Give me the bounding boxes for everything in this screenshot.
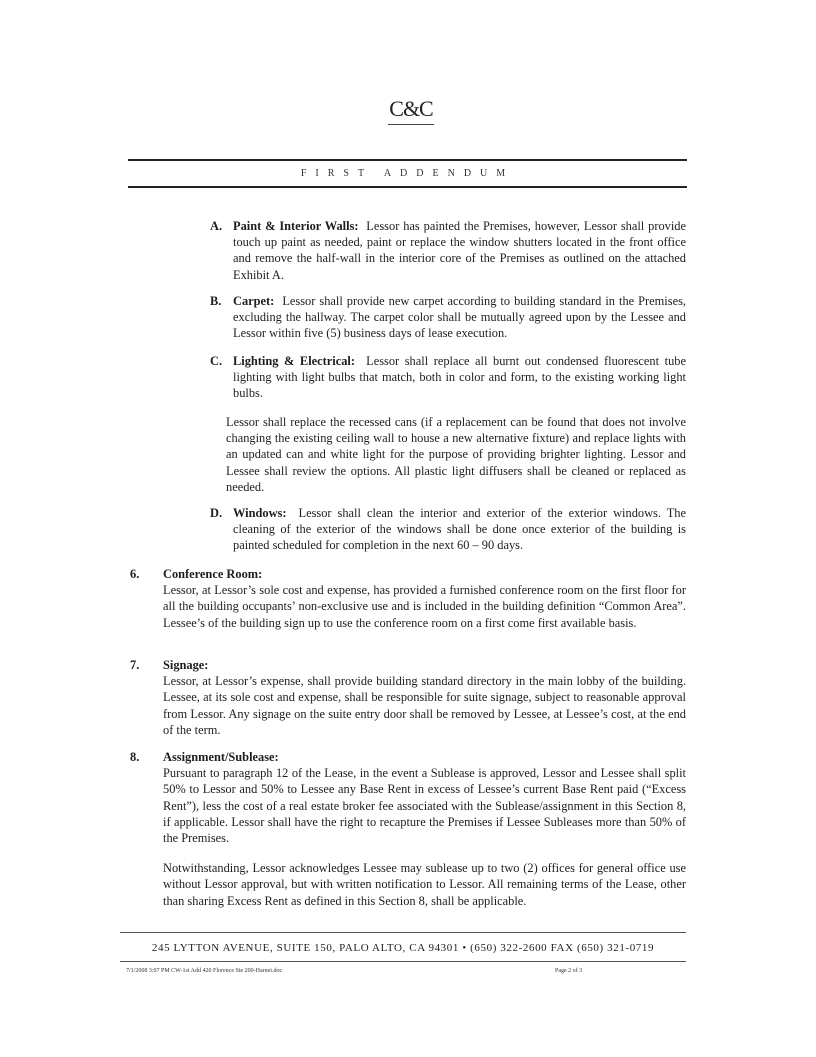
section-assignment-sublease bbox=[130, 749, 686, 909]
item-marker: D. bbox=[210, 506, 223, 520]
item-paint-interior-walls bbox=[210, 218, 686, 283]
item-body: Lessor has painted the Premises, however, Lessor shall provide touch up paint as needed, paint or replace the window shutters located in the front office and remove the half-wall in the interior core of the Premises as outlined on the attached Exhibit A. bbox=[233, 219, 686, 282]
item-lighting-electrical bbox=[210, 353, 686, 402]
header-rule-bottom bbox=[128, 186, 687, 188]
lighting-continuation-paragraph: Lessor shall replace the recessed cans (if a replacement can be found that does not involve changing the existing ceiling wall to house a new alternative fixture) and replace lights with an updated can and white light for the purpose of providing brighter lighting. Lessor and Lessee shall review the options. All plastic light diffusers shall be cleaned or replaced as needed. bbox=[226, 415, 686, 494]
item-marker: C. bbox=[210, 354, 223, 368]
footer-address: 245 LYTTON AVENUE, SUITE 150, PALO ALTO, CA 94301 • (650) 322-2600 FAX (650) 321-0719 bbox=[151, 942, 655, 954]
section-conference-room bbox=[130, 566, 686, 631]
item-heading: Lighting & Electrical: bbox=[233, 354, 355, 368]
item-marker: B. bbox=[210, 294, 222, 308]
item-heading: Carpet: bbox=[233, 294, 275, 308]
item-body: Lessor shall provide new carpet according to building standard in the Premises, excluding the hallway. The carpet color shall be mutually agreed upon by the Lessee and Lessor within five (5) business days of lease execution. bbox=[233, 294, 686, 341]
section-paragraph: Lessor, at Lessor’s expense, shall provide building standard directory in the main lobby of the building. Lessee, at its sole cost and expense, shall be responsible for suite signage, subject to reasonable approval from Lessor. Any signage on the suite entry door shall be removed by Lessee, at Lessee’s cost, at the end of the term. bbox=[163, 674, 686, 737]
footer-file-info: 7/1/2008 3:07 PM CW-1st Add 420 Florence Ste 200-Harnet.doc bbox=[126, 968, 283, 974]
footer-rule-bottom bbox=[120, 961, 686, 962]
header-rule-top bbox=[128, 159, 687, 161]
section-paragraph: Pursuant to paragraph 12 of the Lease, in the event a Sublease is approved, Lessor and Lessee shall split 50% to Lessor and 50% to Lessee any Base Rent in excess of Lessee’s current Base Rent paid (“Excess Rent”), less the cost of a real estate broker fee associated with the Sublease/assignment in this Section 8, if applicable. Lessor shall have the right to recapture the Premises if Lessee Subleases more than 50% of the Premises. bbox=[163, 766, 686, 846]
footer-page-number: Page 2 of 3 bbox=[555, 968, 583, 974]
item-heading: Windows: bbox=[233, 506, 287, 520]
section-title: Signage: bbox=[163, 658, 209, 672]
section-number: 6. bbox=[130, 567, 140, 581]
section-paragraph: Notwithstanding, Lessor acknowledges Lessee may sublease up to two (2) offices for general office use without Lessor approval, but with written notification to Lessor. All remaining terms of the Lease, other than sharing Excess Rent as defined in this Section 8, shall be applicable. bbox=[163, 861, 686, 908]
item-body: Lessor shall replace all burnt out condensed fluorescent tube lighting with light bulbs that match, both in color and form, to the existing working light bulbs. bbox=[233, 354, 686, 401]
item-heading: Paint & Interior Walls: bbox=[233, 219, 359, 233]
section-title: Assignment/Sublease: bbox=[163, 750, 279, 764]
item-windows bbox=[210, 505, 686, 554]
item-marker: A. bbox=[210, 219, 223, 233]
section-title: Conference Room: bbox=[163, 567, 263, 581]
document-title: FIRST ADDENDUM bbox=[300, 168, 515, 179]
section-signage bbox=[130, 657, 686, 738]
section-paragraph: Lessor, at Lessor’s sole cost and expense, has provided a furnished conference room on the first floor for all the building occupants’ non-exclusive use and is included in the building definition “Common Area”. Lessee’s of the building sign up to use the conference room on a first come first available basis. bbox=[163, 583, 686, 630]
section-number: 7. bbox=[130, 658, 140, 672]
section-number: 8. bbox=[130, 750, 140, 764]
footer-rule-top bbox=[120, 932, 686, 933]
item-carpet bbox=[210, 293, 686, 342]
logo-underline bbox=[388, 124, 434, 125]
company-logo: C&C bbox=[389, 96, 433, 121]
item-body: Lessor shall clean the interior and exterior of the exterior windows. The cleaning of the exterior of the windows shall be done once exterior of the building is painted scheduled for completion in the next 60 – 90 days. bbox=[233, 506, 686, 553]
